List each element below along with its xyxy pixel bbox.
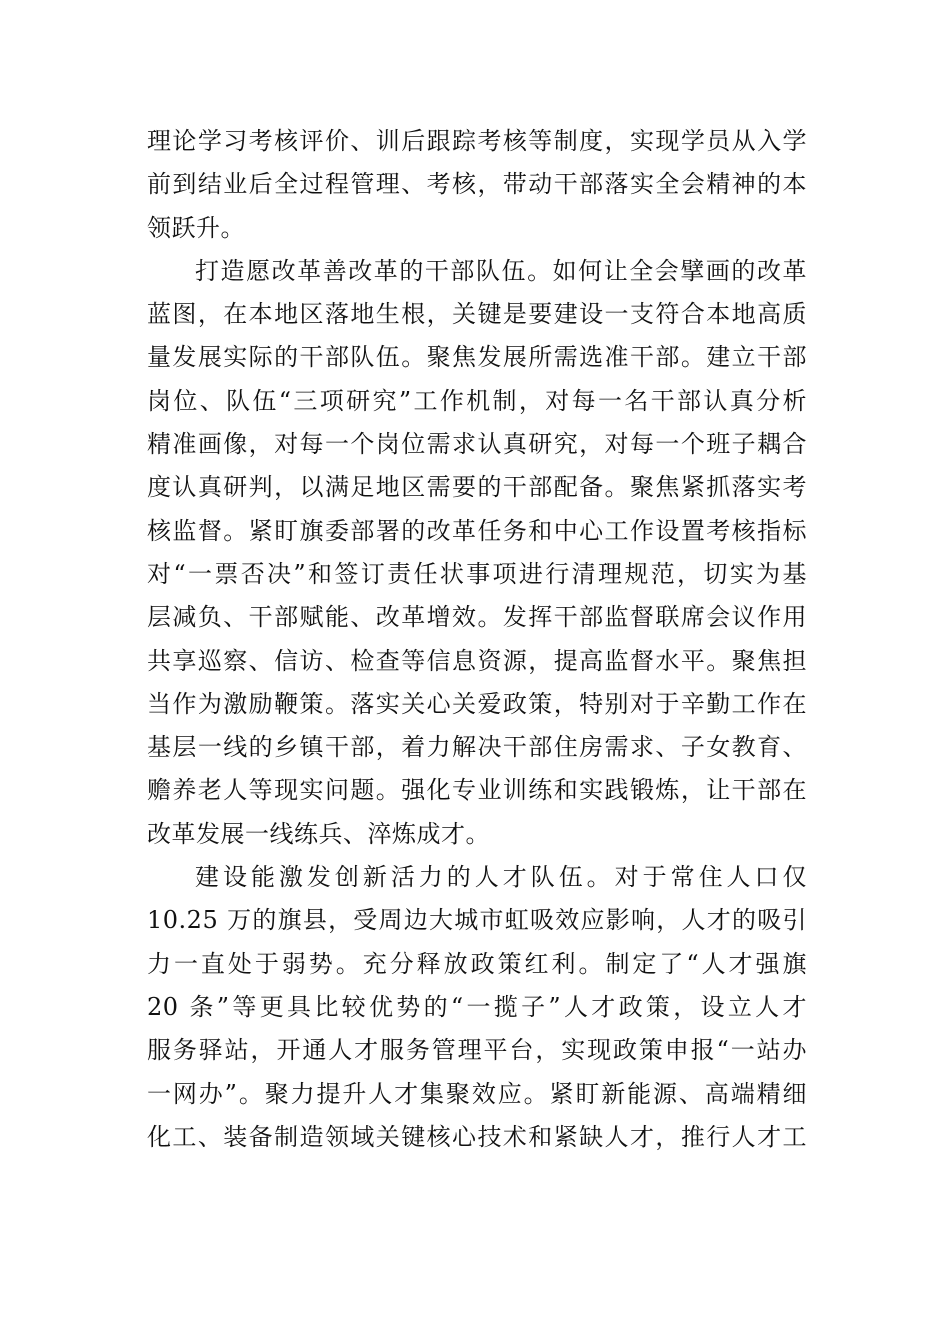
text-line: 精准画像，对每一个岗位需求认真研究，对每一个班子耦合 xyxy=(147,430,807,459)
text-line: 前到结业后全过程管理、考核，带动干部落实全会精神的本 xyxy=(147,170,807,199)
text-line: 蓝图，在本地区落地生根，关键是要建设一支符合本地高质 xyxy=(147,300,807,329)
text-line: 改革发展一线练兵、淬炼成才。 xyxy=(147,819,490,848)
text-line: 岗位、队伍“三项研究”工作机制，对每一名干部认真分析 xyxy=(147,386,807,415)
text-line: 对“一票否决”和签订责任状事项进行清理规范，切实为基 xyxy=(147,559,807,588)
text-line: 领跃升。 xyxy=(147,213,245,242)
text-line: 20 条”等更具比较优势的“一揽子”人才政策，设立人才 xyxy=(147,992,807,1021)
text-line: 共享巡察、信访、检查等信息资源，提高监督水平。聚焦担 xyxy=(147,646,807,675)
text-line: 赡养老人等现实问题。强化专业训练和实践锻炼，让干部在 xyxy=(147,776,807,805)
paragraph-start-line: 建设能激发创新活力的人才队伍。对于常住人口仅 xyxy=(195,863,807,892)
text-line: 基层一线的乡镇干部，着力解决干部住房需求、子女教育、 xyxy=(147,733,807,762)
text-line: 当作为激励鞭策。落实关心关爱政策，特别对于辛勤工作在 xyxy=(147,689,807,718)
text-line: 化工、装备制造领域关键核心技术和紧缺人才，推行人才工 xyxy=(147,1122,807,1151)
text-line: 10.25 万的旗县，受周边大城市虹吸效应影响，人才的吸引 xyxy=(147,906,807,935)
text-line: 理论学习考核评价、训后跟踪考核等制度，实现学员从入学 xyxy=(147,127,807,155)
text-line: 核监督。紧盯旗委部署的改革任务和中心工作设置考核指标 xyxy=(147,516,807,545)
text-line: 力一直处于弱势。充分释放政策红利。制定了“人才强旗 xyxy=(147,949,807,978)
text-line: 量发展实际的干部队伍。聚焦发展所需选准干部。建立干部 xyxy=(147,343,807,372)
text-line: 服务驿站，开通人才服务管理平台，实现政策申报“一站办 xyxy=(147,1036,807,1065)
body-text xyxy=(147,120,807,1159)
text-line: 层减负、干部赋能、改革增效。发挥干部监督联席会议作用 xyxy=(147,603,807,632)
text-line: 一网办”。聚力提升人才集聚效应。紧盯新能源、高端精细 xyxy=(147,1079,807,1108)
paragraph-start-line: 打造愿改革善改革的干部队伍。如何让全会擘画的改革 xyxy=(195,256,807,285)
text-line: 度认真研判，以满足地区需要的干部配备。聚焦紧抓落实考 xyxy=(147,473,807,502)
